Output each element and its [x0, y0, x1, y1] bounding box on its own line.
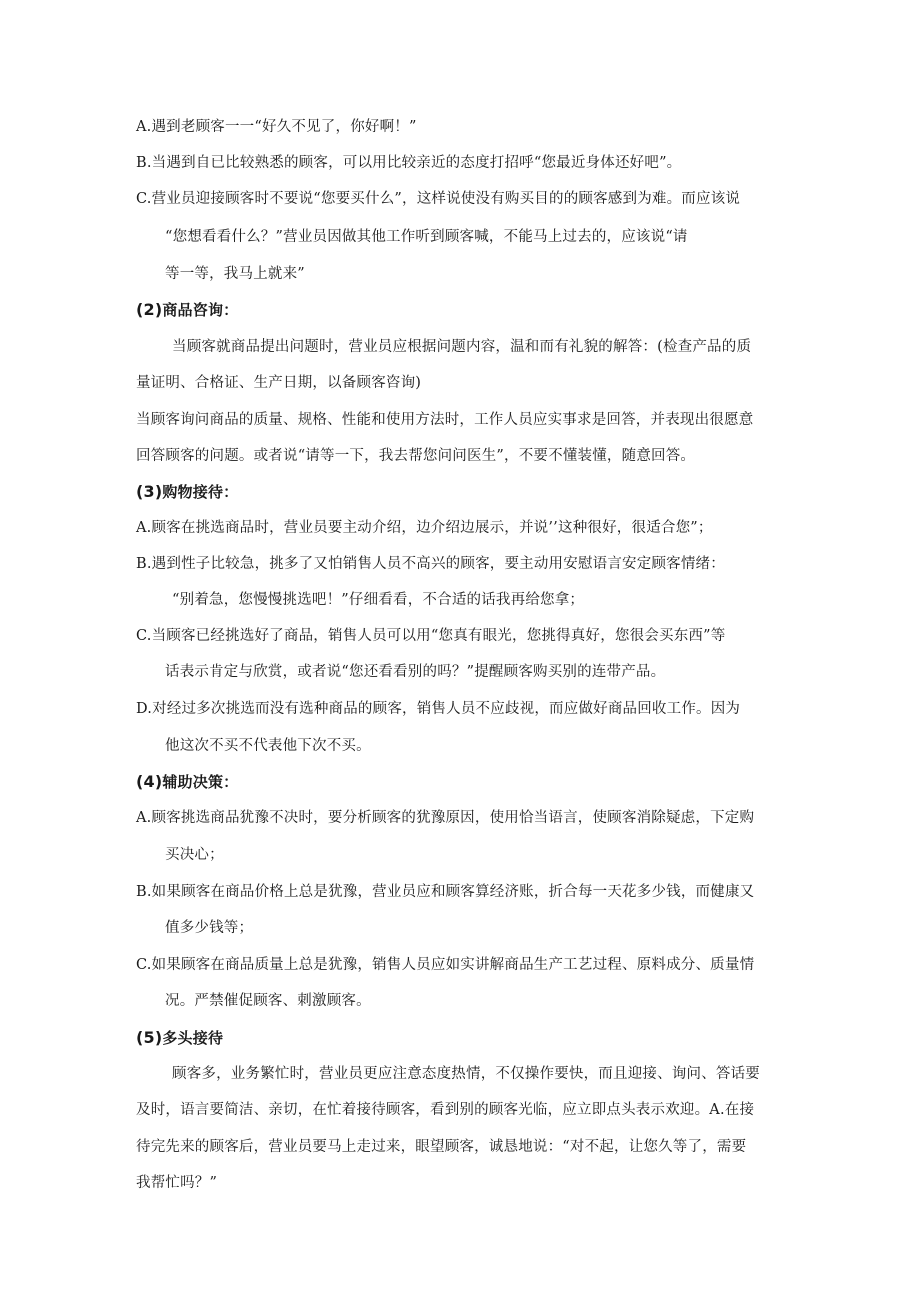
section-title: 辅助决策：: [162, 773, 239, 791]
reception-item-c-cont: 话表示肯定与欣赏，或者说“您还看看别的吗？”提醒顾客购买别的连带产品。: [165, 664, 666, 680]
greeting-item-c-cont-1: “您想看看什么？”营业员因做其他工作听到顾客喊，不能马上过去的，应该说“请: [165, 229, 688, 245]
decision-item-b: B.如果顾客在商品价格上总是犹豫，营业员应和顾客算经济账，折合每一天花多少钱，而健康又: [136, 884, 755, 900]
reception-item-c: C.当顾客已经挑选好了商品，销售人员可以用“您真有眼光，您挑得真好，您很会买东西”等: [136, 628, 726, 644]
decision-item-a-cont: 买决心；: [165, 847, 224, 863]
reception-item-b-cont: “别着急，您慢慢挑选吧！”仔细看看，不合适的话我再给您拿；: [172, 592, 585, 608]
section-title: 购物接待：: [162, 483, 239, 501]
decision-item-c: C.如果顾客在商品质量上总是犹豫，销售人员应如实讲解商品生产工艺过程、原料成分、质量情: [136, 957, 755, 973]
greeting-item-b: B.当遇到自已比较熟悉的顾客，可以用比较亲近的态度打招呼“您最近身体还好吧”。: [136, 155, 682, 171]
section-number: (2): [136, 300, 163, 319]
inquiry-paragraph-1: 当顾客就商品提出问题时，营业员应根据问题内容，温和而有礼貌的解答：(检查产品的质: [172, 339, 752, 355]
inquiry-paragraph-1-cont: 量证明、合格证、生产日期，以备顾客咨询): [136, 375, 422, 391]
section-number: (5): [136, 1028, 163, 1047]
decision-item-b-cont: 值多少钱等；: [165, 920, 254, 936]
reception-item-a: A.顾客在挑选商品时，营业员要主动介绍，边介绍边展示，并说’’这种很好，很适合您”；: [136, 520, 713, 536]
section-heading-multi-reception: [136, 1028, 223, 1048]
greeting-item-c-cont-2: 等一等，我马上就来”: [165, 266, 305, 282]
reception-item-b: B.遇到性子比较急，挑多了又怕销售人员不高兴的顾客，要主动用安慰语言安定顾客情绪：: [136, 556, 725, 572]
decision-item-c-cont: 况。严禁催促顾客、刺激顾客。: [165, 993, 371, 1009]
greeting-item-a: A.遇到老顾客一一“好久不见了，你好啊！”: [136, 119, 417, 135]
reception-item-d-cont: 他这次不买不代表他下次不买。: [165, 738, 371, 754]
reception-item-d: D.对经过多次挑选而没有选种商品的顾客，销售人员不应歧视，而应做好商品回收工作。因为: [136, 701, 741, 717]
inquiry-paragraph-2-cont: 回答顾客的问题。或者说“请等一下，我去帮您问问医生”，不要不懂装懂，随意回答。: [136, 448, 696, 464]
multi-paragraph-cont-3: 我帮忙吗？”: [136, 1175, 218, 1191]
section-heading-decision-support: [136, 772, 238, 792]
section-number: (4): [136, 772, 163, 791]
section-number: (3): [136, 482, 163, 501]
multi-paragraph-cont-2: 待完先来的顾客后，营业员要马上走过来，眼望顾客，诚恳地说：“对不起，让您久等了，需要: [136, 1139, 747, 1155]
section-title: 商品咨询：: [162, 301, 239, 319]
decision-item-a: A.顾客挑选商品犹豫不决时，要分析顾客的犹豫原因，使用恰当语言，使顾客消除疑虑，下定购: [136, 810, 755, 826]
greeting-item-c: C.营业员迎接顾客时不要说“您要买什么”，这样说使没有购买目的的顾客感到为难。而应该说: [136, 191, 741, 207]
section-title: 多头接待: [162, 1029, 224, 1047]
inquiry-paragraph-2: 当顾客询问商品的质量、规格、性能和使用方法时，工作人员应实事求是回答，并表现出很愿意: [136, 412, 754, 428]
section-heading-product-inquiry: [136, 300, 238, 320]
multi-paragraph-cont-1: 及时，语言要简洁、亲切，在忙着接待顾客，看到别的顾客光临，应立即点头表示欢迎。A.在接: [136, 1102, 755, 1118]
multi-paragraph: 顾客多，业务繁忙时，营业员更应注意态度热情，不仅操作要快，而且迎接、询问、答话要: [172, 1066, 760, 1082]
section-heading-shopping-reception: [136, 482, 238, 502]
